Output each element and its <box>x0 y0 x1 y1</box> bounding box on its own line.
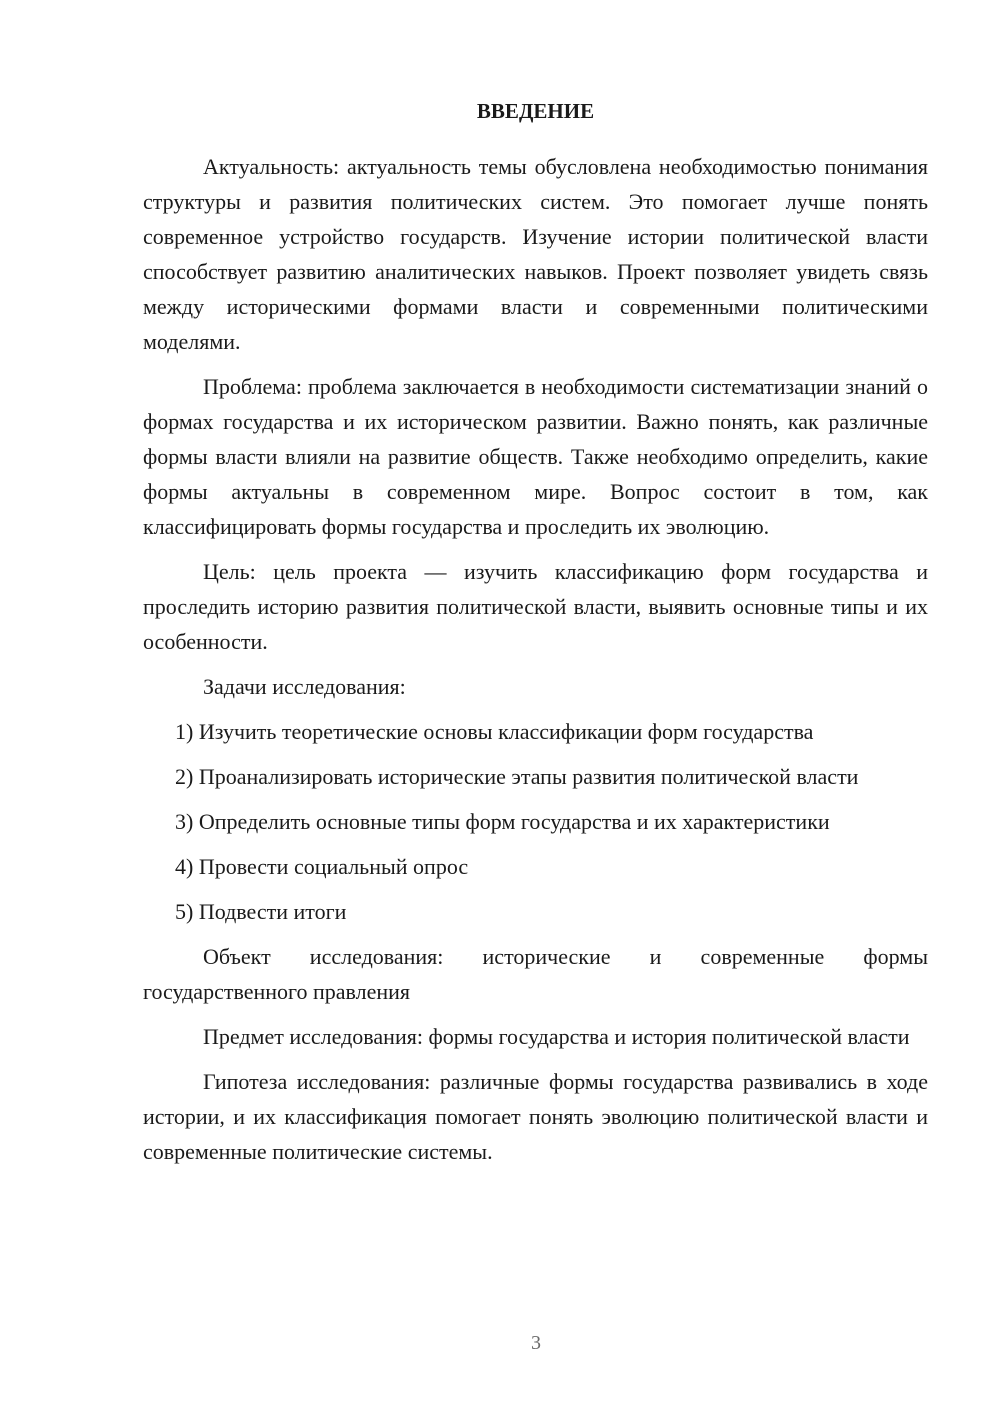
paragraph-relevance: Актуальность: актуальность темы обусловлена необходимостью понимания структуры и развития политических систем. Это помогает лучше понять современное устройство государств. Изучение истории политической власти способствует развитию аналитических навыков. Проект позволяет увидеть связь между историческими формами власти и современными политическими моделями. <box>143 154 928 354</box>
tasks-heading: Задачи исследования: <box>203 674 406 699</box>
page-number: 3 <box>531 1332 541 1354</box>
paragraph-subject: Предмет исследования: формы государства и история политической власти <box>203 1024 910 1049</box>
paragraph-hypothesis: Гипотеза исследования: различные формы государства развивались в ходе истории, и их классификация помогает понять эволюцию политической власти и современные политические системы. <box>143 1069 928 1164</box>
paragraph-goal: Цель: цель проекта — изучить классификацию форм государства и проследить историю развития политической власти, выявить основные типы и их особенности. <box>143 559 928 654</box>
tasks-list <box>143 714 928 929</box>
paragraph-problem: Проблема: проблема заключается в необходимости систематизации знаний о формах государства и их историческом развитии. Важно понять, как различные формы власти влияли на развитие обществ. Также необходимо определить, какие формы актуальны в современном мире. Вопрос состоит в том, как классифицировать формы государства и проследить их эволюцию. <box>143 374 928 539</box>
list-item: 3) Определить основные типы форм государства и их характеристики <box>175 809 830 834</box>
paragraph-object: Объект исследования: исторические и современные формы государственного правления <box>143 944 928 1004</box>
list-item: 5) Подвести итоги <box>175 899 347 924</box>
document-page <box>143 92 928 1179</box>
list-item: 1) Изучить теоретические основы классификации форм государства <box>175 719 814 744</box>
list-item: 2) Проанализировать исторические этапы развития политической власти <box>175 764 859 789</box>
document-title: ВВЕДЕНИЕ <box>476 99 595 123</box>
list-item: 4) Провести социальный опрос <box>175 854 469 879</box>
